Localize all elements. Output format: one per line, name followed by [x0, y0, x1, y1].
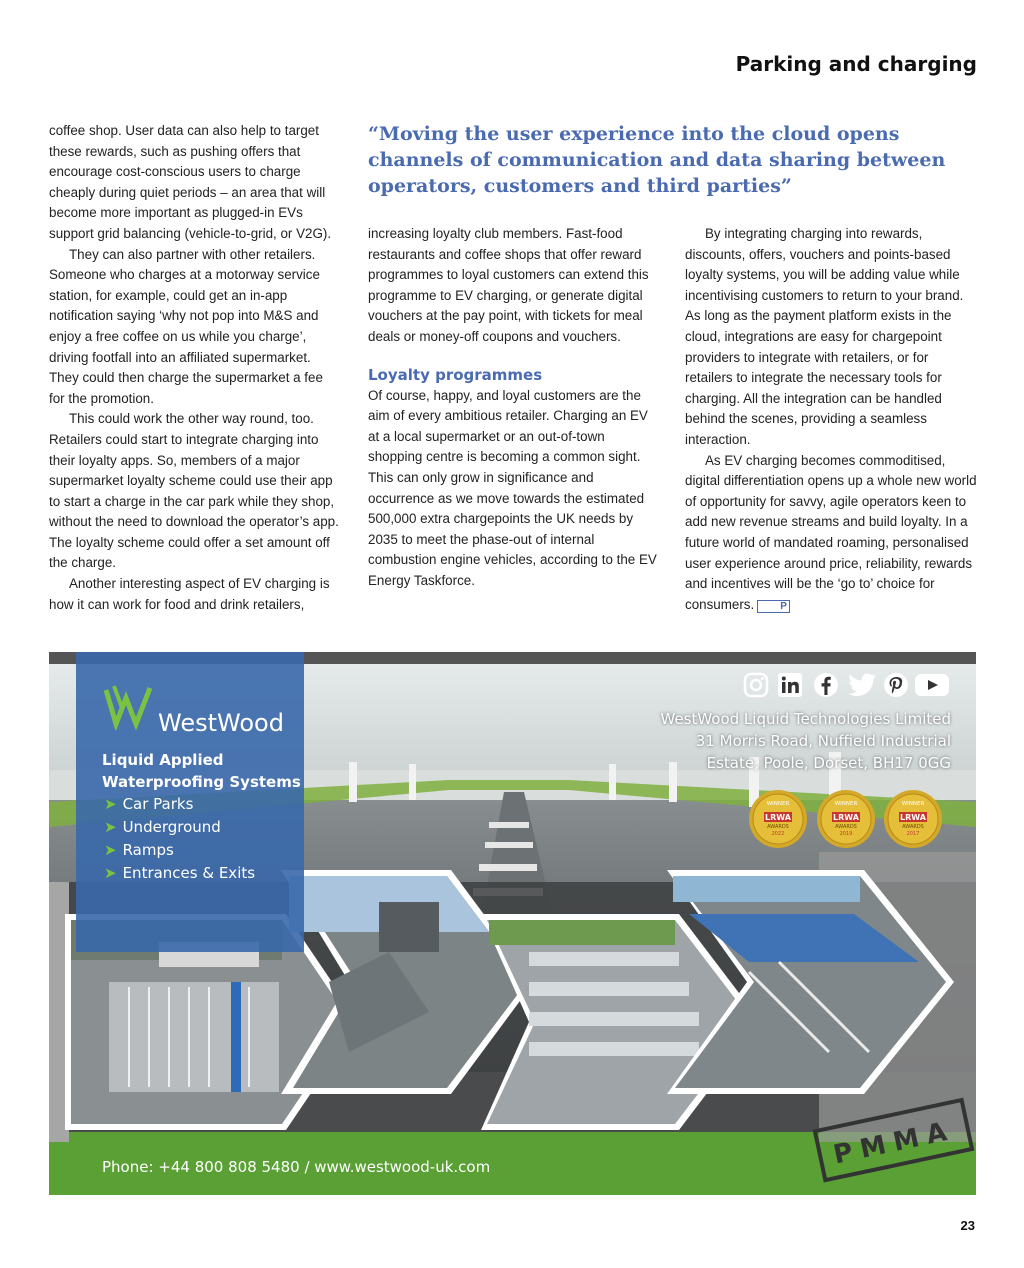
- company-name: WestWood Liquid Technologies Limited: [660, 710, 951, 728]
- article-column-2: [368, 224, 660, 592]
- paragraph: coffee shop. User data can also help to target these rewards, such as pushing offers that encourage cost-conscious users to charge cheaply during quiet periods – an area that will become more important as plugged-in EVs support grid balancing (vehicle-to-grid, or V2G).: [49, 123, 332, 241]
- pmma-stamp: PMMA: [830, 1115, 958, 1171]
- service-label: Entrances & Exits: [122, 864, 256, 882]
- svg-text:WINNER: WINNER: [766, 801, 790, 807]
- service-label: Underground: [122, 818, 221, 836]
- chevron-right-icon: ➤: [104, 818, 117, 836]
- pull-quote: “Moving the user experience into the cloud opens channels of communication and data sharing between operators, customers and third parties”: [368, 123, 946, 197]
- paragraph: Another interesting aspect of EV charging is how it can work for food and drink retailers,: [49, 576, 330, 612]
- article-column-1: [49, 121, 341, 615]
- paragraph-text: As EV charging becomes commoditised, digital differentiation opens up a whole new world of opportunity for savvy, agile operators keen to add new revenue streams and build loyalty. In a future world of mandated roaming, personalised user experience around price, reliability, rewards and incentives will be the ‘go to’ choice for consumers.: [685, 452, 977, 612]
- subheading: Loyalty programmes: [368, 365, 543, 384]
- list-item: [104, 839, 255, 862]
- chevron-right-icon: ➤: [104, 841, 117, 859]
- instagram-icon[interactable]: [742, 671, 770, 699]
- svg-text:AWARDS: AWARDS: [902, 824, 924, 830]
- ad-contact-line[interactable]: Phone: +44 800 808 5480 / www.westwood-uk.com: [102, 1158, 491, 1176]
- svg-text:AWARDS: AWARDS: [767, 824, 789, 830]
- service-label: Car Parks: [122, 795, 194, 813]
- westwood-logo-icon: [104, 684, 154, 730]
- end-mark-icon: P: [757, 600, 790, 613]
- list-item: [104, 793, 255, 816]
- youtube-icon[interactable]: [914, 671, 950, 699]
- svg-text:AWARDS: AWARDS: [835, 824, 857, 830]
- svg-text:LRWA: LRWA: [833, 813, 859, 822]
- paragraph: This could work the other way round, too. Retailers could start to integrate charging into their loyalty apps. So, members of a major supermarket loyalty scheme could use their app to start a charge in the car park while they shop, without the need to download the operator’s app. The loyalty scheme could offer a set amount off the charge.: [49, 411, 339, 571]
- service-label: Ramps: [122, 841, 174, 859]
- address-line: Estate, Poole, Dorset, BH17 0GG: [706, 754, 951, 772]
- paragraph: [685, 451, 977, 616]
- svg-text:LRWA: LRWA: [900, 813, 926, 822]
- facebook-icon[interactable]: [812, 671, 840, 699]
- award-badge-icon: [816, 789, 876, 849]
- award-badge-icon: [883, 789, 943, 849]
- linkedin-icon[interactable]: [776, 671, 804, 699]
- page-number: 23: [960, 1218, 975, 1233]
- award-badge-icon: [748, 789, 808, 849]
- svg-text:2017: 2017: [906, 831, 920, 837]
- svg-text:2022: 2022: [771, 831, 785, 837]
- pinterest-icon[interactable]: [882, 671, 910, 699]
- paragraph: They can also partner with other retailers. Someone who charges at a motorway service station, for example, could get an in-app notification saying ‘why not pop into M&S and enjoy a free coffee on us while you charge’, driving footfall into an affiliated supermarket. They could then charge the supermarket a fee for the promotion.: [49, 246, 323, 406]
- address-line: 31 Morris Road, Nuffield Industrial: [695, 732, 951, 750]
- paragraph: increasing loyalty club members. Fast-food restaurants and coffee shops that offer reward programmes to loyal customers can extend this programme to EV charging, or generate digital vouchers at the pay point, with tickets for meal deals or money-off coupons and vouchers.: [368, 226, 649, 344]
- ad-services-list: [104, 793, 255, 885]
- ad-brand-name: WestWood: [158, 709, 284, 737]
- list-item: [104, 862, 255, 885]
- svg-text:LRWA: LRWA: [765, 813, 791, 822]
- paragraph: By integrating charging into rewards, discounts, offers, vouchers and points-based loyalty systems, you will be adding value while incentivising customers to return to your brand. As long as the payment platform exists in the cloud, integrations are easy for chargepoint providers to integrate with retailers, or for retailers to integrate the necessary tools for charging. All the integration can be handled behind the scenes, providing a seamless interaction.: [685, 226, 964, 447]
- svg-text:2019: 2019: [839, 831, 853, 837]
- ad-headline: Liquid Applied Waterproofing Systems: [102, 751, 301, 791]
- chevron-right-icon: ➤: [104, 864, 117, 882]
- svg-text:WINNER: WINNER: [901, 801, 925, 807]
- twitter-icon[interactable]: [846, 671, 878, 699]
- paragraph: Of course, happy, and loyal customers are the aim of every ambitious retailer. Charging an EV at a local supermarket or an out-of-town shopping centre is becoming a common sight. This can only grow in significance and occurrence as we move towards the estimated 500,000 extra chargepoints the UK needs by 2035 to meet the phase-out of internal combustion engine vehicles, according to the EV Energy Taskforce.: [368, 387, 657, 588]
- ad-address-block: [660, 708, 951, 774]
- list-item: [104, 816, 255, 839]
- article-column-3: [685, 224, 977, 615]
- chevron-right-icon: ➤: [104, 795, 117, 813]
- svg-text:WINNER: WINNER: [834, 801, 858, 807]
- section-title: Parking and charging: [735, 52, 977, 76]
